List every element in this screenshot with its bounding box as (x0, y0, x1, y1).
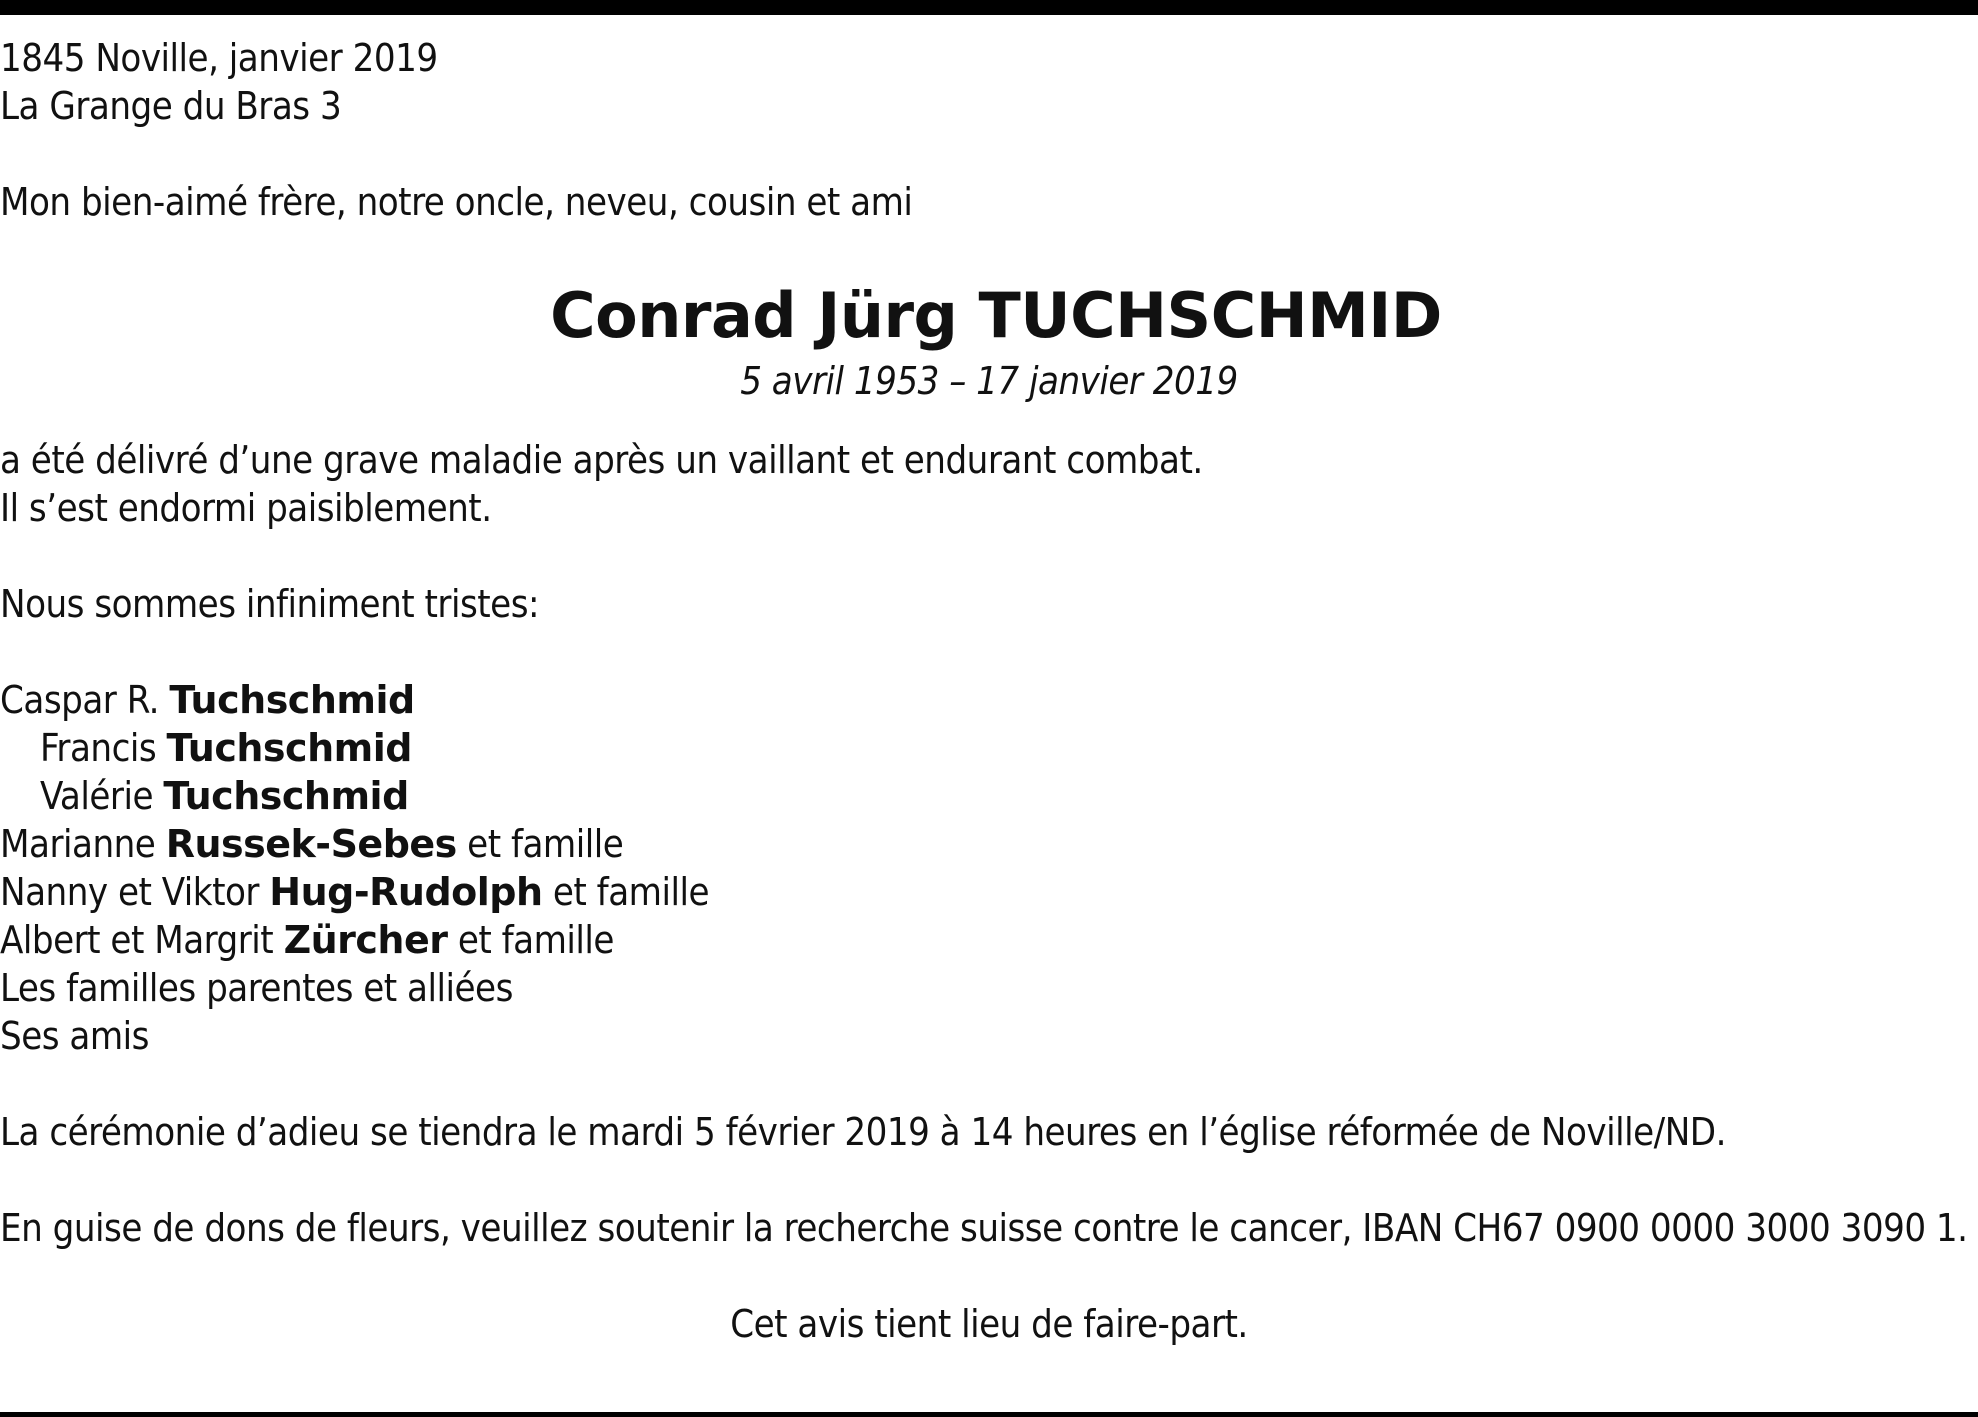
mourner-surname: Tuchschmid (163, 774, 409, 818)
mourner-entry (0, 868, 1978, 916)
mourner-given: Albert et Margrit (0, 918, 274, 962)
place-date: 1845 Noville, janvier 2019 (0, 36, 438, 80)
mourners-list (0, 676, 1978, 1060)
announcement-line-1: a été délivré d’une grave maladie après un vaillant et endurant combat. (0, 438, 1203, 482)
mourner-surname: Tuchschmid (166, 726, 412, 770)
death-notice (0, 34, 1978, 1348)
mourner-suffix: et famille (552, 870, 710, 914)
spacer (0, 1060, 1978, 1108)
mourner-entry (0, 916, 1978, 964)
spacer (0, 1252, 1978, 1300)
spacer (0, 226, 1978, 278)
deceased-name: Conrad Jürg TUCHSCHMID (550, 279, 1442, 352)
mourner-given: Ses amis (0, 1014, 149, 1058)
mourner-given: Francis (40, 726, 157, 770)
mourner-entry (0, 676, 1978, 724)
mourner-suffix: et famille (457, 918, 614, 962)
intro-text: Mon bien-aimé frère, notre oncle, neveu, cousin et ami (0, 180, 913, 224)
mourner-entry (0, 1012, 1978, 1060)
mourner-surname: Zürcher (283, 918, 448, 962)
spacer (0, 130, 1978, 178)
ceremony-info: La cérémonie d’adieu se tiendra le mardi 5 février 2019 à 14 heures en l’église réformée de Noville/ND. (0, 1110, 1726, 1154)
mourner-entry (0, 724, 1978, 772)
spacer (0, 532, 1978, 580)
spacer (0, 628, 1978, 676)
address: La Grange du Bras 3 (0, 84, 342, 128)
mourner-surname: Tuchschmid (169, 678, 415, 722)
spacer (0, 1156, 1978, 1204)
mourner-entry (0, 772, 1978, 820)
mourner-suffix: et famille (467, 822, 624, 866)
mourner-surname: Russek-Sebes (165, 822, 457, 866)
announcement-line-2: Il s’est endormi paisiblement. (0, 486, 492, 530)
donation-info: En guise de dons de fleurs, veuillez soutenir la recherche suisse contre le cancer, IBAN CH67 0900 0000 3000 3090 1. (0, 1206, 1968, 1250)
mourner-given: Valérie (40, 774, 154, 818)
top-border-rule (0, 0, 1978, 15)
mourner-given: Les familles parentes et alliées (0, 966, 513, 1010)
closing-line: Cet avis tient lieu de faire-part. (730, 1302, 1248, 1346)
mourners-intro: Nous sommes infiniment tristes: (0, 582, 540, 626)
mourner-surname: Hug-Rudolph (269, 870, 543, 914)
mourner-given: Nanny et Viktor (0, 870, 259, 914)
mourner-given: Caspar R. (0, 678, 159, 722)
life-dates: 5 avril 1953 – 17 janvier 2019 (740, 359, 1238, 403)
mourner-entry (0, 964, 1978, 1012)
bottom-border-rule (0, 1412, 1978, 1417)
mourner-given: Marianne (0, 822, 156, 866)
mourner-entry (0, 820, 1978, 868)
